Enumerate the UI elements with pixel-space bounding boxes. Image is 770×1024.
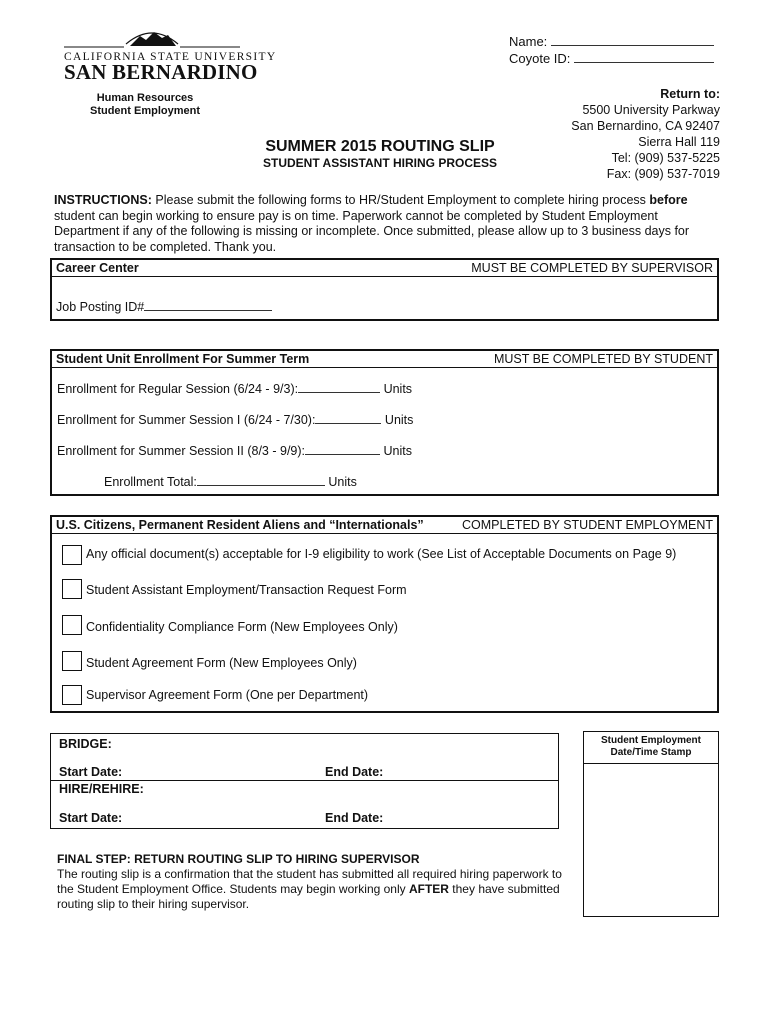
stamp-line1: Student Employment <box>600 735 701 746</box>
career-center-title: Career Center <box>56 261 139 275</box>
summer-session2-field[interactable] <box>305 442 380 455</box>
enrollment-total-units: Units <box>328 475 357 489</box>
logo-line-campus: SAN BERNARDINO <box>64 60 258 84</box>
enrollment-total-field[interactable] <box>197 473 325 486</box>
final-step-body <box>57 867 562 912</box>
item-student-agreement: Student Agreement Form (New Employees Only) <box>86 656 357 670</box>
page-subtitle: STUDENT ASSISTANT HIRING PROCESS <box>262 156 498 170</box>
dates-section <box>50 733 559 829</box>
return-tel: Tel: (909) 537-5225 <box>611 151 720 165</box>
department-line2: Student Employment <box>89 105 200 117</box>
return-line1: 5500 University Parkway <box>582 103 720 117</box>
documents-header <box>52 517 717 534</box>
checkbox-transaction-request[interactable] <box>62 579 82 599</box>
stamp-line2: Date/Time Stamp <box>610 747 692 758</box>
career-center-section <box>50 258 719 321</box>
documents-note: COMPLETED BY STUDENT EMPLOYMENT <box>462 518 713 532</box>
regular-session-field[interactable] <box>298 380 380 393</box>
name-label: Name: <box>509 34 548 49</box>
summer-session2-units: Units <box>383 444 412 458</box>
return-address <box>571 86 720 182</box>
return-heading: Return to: <box>660 87 720 101</box>
date-time-stamp-box <box>583 731 719 917</box>
career-center-header <box>52 260 717 277</box>
logo-line-university: CALIFORNIA STATE UNIVERSITY <box>64 51 277 63</box>
coyote-id-label: Coyote ID: <box>509 51 571 66</box>
summer-session1-field[interactable] <box>315 411 381 424</box>
enrollment-title: Student Unit Enrollment For Summer Term <box>56 352 310 366</box>
hire-start-date-label: Start Date: <box>59 811 123 825</box>
checkbox-confidentiality[interactable] <box>62 615 82 635</box>
instructions-text1: Please submit the following forms to HR/Student Employment to complete hiring process <box>151 193 650 207</box>
final-step <box>57 852 562 912</box>
department-line1: Human Resources <box>96 92 194 104</box>
documents-title: U.S. Citizens, Permanent Resident Aliens and “Internationals” <box>56 518 424 532</box>
bridge-label: BRIDGE: <box>59 737 112 751</box>
regular-session-units: Units <box>383 382 413 396</box>
summer-session1-units: Units <box>384 413 414 427</box>
checkbox-i9-documents[interactable] <box>62 545 82 565</box>
return-line2: San Bernardino, CA 92407 <box>571 119 720 133</box>
page-title: SUMMER 2015 ROUTING SLIP <box>265 138 495 155</box>
enrollment-note: MUST BE COMPLETED BY STUDENT <box>493 352 713 366</box>
regular-session-label: Enrollment for Regular Session (6/24 - 9/3): <box>57 382 299 396</box>
item-i9-documents: Any official document(s) acceptable for I-9 eligibility to work (See List of Acceptable Documents on Page 9) <box>86 547 677 561</box>
career-center-note: MUST BE COMPLETED BY SUPERVISOR <box>471 261 713 275</box>
department-label <box>70 92 220 118</box>
item-supervisor-agreement: Supervisor Agreement Form (One per Department) <box>86 688 369 702</box>
job-posting-label: Job Posting ID# <box>56 300 145 314</box>
final-step-heading: FINAL STEP: RETURN ROUTING SLIP TO HIRING SUPERVISOR <box>57 852 420 866</box>
instructions <box>54 193 719 255</box>
hire-rehire-label: HIRE/REHIRE: <box>59 782 144 796</box>
bridge-start-date-label: Start Date: <box>59 765 123 779</box>
job-posting-field[interactable] <box>144 298 272 311</box>
final-step-emphasis: AFTER <box>408 882 449 896</box>
mountain-logo-icon <box>64 24 240 52</box>
checkbox-supervisor-agreement[interactable] <box>62 685 82 705</box>
return-fax: Fax: (909) 537-7019 <box>606 167 720 181</box>
instructions-emphasis: before <box>649 193 688 207</box>
instructions-label: INSTRUCTIONS: <box>54 193 152 207</box>
documents-section <box>50 515 719 713</box>
bridge-end-date-label: End Date: <box>325 765 384 779</box>
final-step-text2: they have submitted routing slip to their hiring supervisor. <box>57 882 560 911</box>
hire-end-date-label: End Date: <box>325 811 384 825</box>
return-line3: Sierra Hall 119 <box>638 135 720 149</box>
enrollment-header <box>52 351 717 368</box>
summer-session2-label: Enrollment for Summer Session II (8/3 - 9/9): <box>57 444 306 458</box>
dates-divider <box>51 780 558 781</box>
name-field[interactable] <box>551 33 714 46</box>
coyote-id-field[interactable] <box>574 50 714 63</box>
enrollment-total-label: Enrollment Total: <box>104 475 197 489</box>
checkbox-student-agreement[interactable] <box>62 651 82 671</box>
stamp-header <box>584 732 718 764</box>
item-transaction-request: Student Assistant Employment/Transaction Request Form <box>86 583 407 597</box>
summer-session1-label: Enrollment for Summer Session I (6/24 - 7/30): <box>57 413 316 427</box>
enrollment-section <box>50 349 719 496</box>
identity-fields <box>509 33 714 67</box>
item-confidentiality: Confidentiality Compliance Form (New Employees Only) <box>86 620 398 634</box>
final-step-text1: The routing slip is a confirmation that the student has submitted all required hiring paperwork to the Student Employment Office. Students may begin working only <box>57 867 562 896</box>
instructions-text2: student can begin working to ensure pay is on time. Paperwork cannot be completed by Student Employment Department if any of the following is missing or incomplete. Once submitted, please allow up to 3 business days for transaction to be completed. Thank you. <box>54 208 690 254</box>
